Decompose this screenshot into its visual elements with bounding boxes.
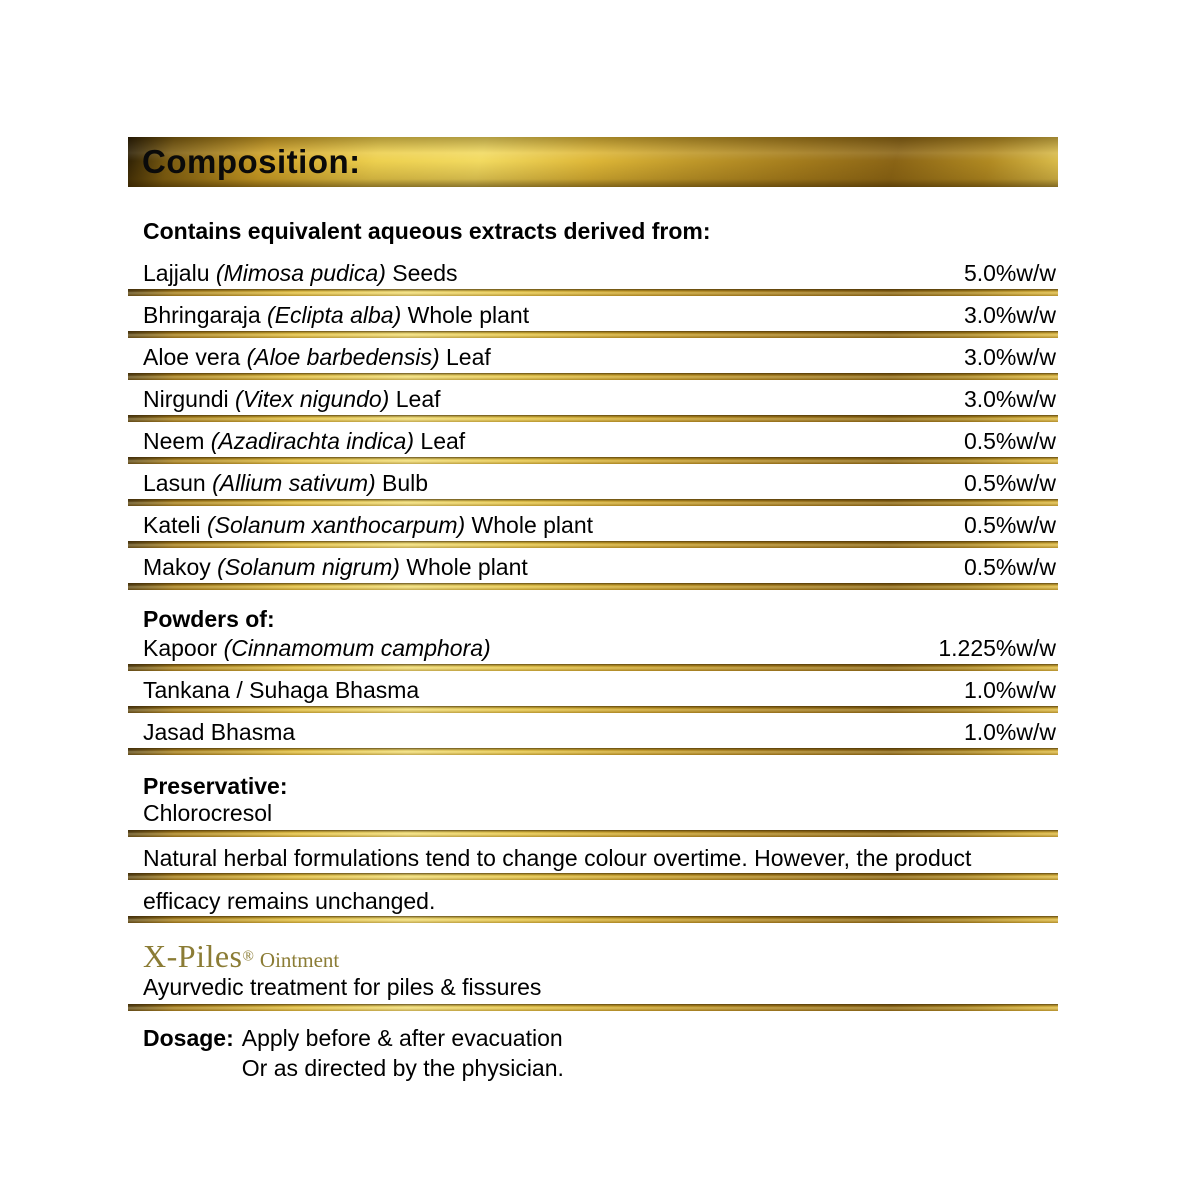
gold-divider (128, 289, 1058, 296)
ingredient-latin-name: (Solanum nigrum) (217, 554, 400, 580)
ingredient-latin-name: (Azadirachta indica) (210, 428, 415, 454)
gold-divider (128, 873, 1058, 880)
ingredient-part: Seeds (385, 260, 458, 286)
gold-divider (128, 748, 1058, 755)
preservative-name: Chlorocresol (143, 800, 273, 826)
ingredient-common-name: Makoy (143, 554, 218, 580)
ingredient-percentage: 3.0%w/w (963, 302, 1056, 328)
ingredient-latin-name: (Vitex nigundo) (235, 386, 390, 412)
colour-change-note-line1: Natural herbal formulations tend to change colour overtime. However, the product (143, 845, 972, 871)
ingredient-percentage: 0.5%w/w (963, 428, 1056, 454)
ingredient-part: Bulb (375, 470, 429, 496)
gold-divider (128, 583, 1058, 590)
composition-title: Composition: (142, 143, 361, 180)
gold-divider (128, 499, 1058, 506)
dosage-block (128, 1023, 1058, 1083)
ingredient-percentage: 0.5%w/w (963, 554, 1056, 580)
ingredient-name (143, 428, 465, 454)
extracts-table (128, 254, 1058, 590)
gold-divider (128, 457, 1058, 464)
ingredient-part: Whole plant (465, 512, 594, 538)
ingredient-part: Whole plant (401, 302, 530, 328)
ingredient-latin-name: (Aloe barbedensis) (246, 344, 440, 370)
ingredient-row (128, 464, 1058, 499)
ingredient-latin-name: (Solanum xanthocarpum) (206, 512, 466, 538)
ingredient-common-name: Lajjalu (143, 260, 216, 286)
ingredient-percentage: 0.5%w/w (963, 512, 1056, 538)
ingredient-common-name: Neem (143, 428, 211, 454)
ingredient-latin-name: (Eclipta alba) (267, 302, 402, 328)
ingredient-name (143, 554, 528, 580)
brand-logo-text: X-Piles (143, 938, 243, 974)
dosage-label: Dosage: (143, 1025, 234, 1051)
ingredient-name (143, 386, 441, 412)
ingredient-latin-name: (Cinnamomum camphora) (223, 635, 491, 661)
gold-divider (128, 415, 1058, 422)
brand-tagline: Ayurvedic treatment for piles & fissures (143, 974, 542, 1000)
ingredient-row (128, 633, 1058, 664)
ingredient-percentage: 1.0%w/w (963, 719, 1056, 745)
ingredient-common-name: Lasun (143, 470, 213, 496)
ingredient-percentage: 0.5%w/w (963, 470, 1056, 496)
ingredient-percentage: 3.0%w/w (963, 386, 1056, 412)
ingredient-name (143, 512, 593, 538)
ingredient-common-name: Aloe vera (143, 344, 247, 370)
ingredient-name (143, 635, 491, 661)
ingredient-name (143, 260, 458, 286)
gold-divider (128, 1004, 1058, 1011)
ingredient-row (128, 422, 1058, 457)
extracts-heading: Contains equivalent aqueous extracts derived from: (143, 218, 711, 244)
ingredient-row (128, 671, 1058, 706)
ingredient-name (143, 677, 419, 703)
powders-heading: Powders of: (143, 606, 275, 632)
ingredient-row (128, 548, 1058, 583)
ingredient-row (128, 254, 1058, 289)
ingredient-common-name: Tankana / Suhaga Bhasma (143, 677, 420, 703)
preservative-heading: Preservative: (143, 773, 288, 799)
ingredient-name (143, 470, 428, 496)
ingredient-part: Leaf (439, 344, 491, 370)
ingredient-part: Leaf (389, 386, 441, 412)
dosage-line1: Apply before & after evacuation (241, 1025, 563, 1051)
brand-tagline-wrap (128, 974, 1058, 1004)
gold-divider (128, 706, 1058, 713)
ingredient-percentage: 1.0%w/w (963, 677, 1056, 703)
composition-header-bar (128, 137, 1058, 187)
gold-divider (128, 830, 1058, 837)
brand-block (128, 939, 1058, 973)
ingredient-row (128, 338, 1058, 373)
ingredient-latin-name: (Mimosa pudica) (215, 260, 386, 286)
gold-divider (128, 541, 1058, 548)
ingredient-name (143, 719, 295, 745)
ingredient-name (143, 344, 491, 370)
ingredient-common-name: Jasad Bhasma (143, 719, 296, 745)
dosage-line2: Or as directed by the physician. (241, 1055, 564, 1081)
ingredient-part: Whole plant (399, 554, 528, 580)
ingredient-part: Leaf (414, 428, 466, 454)
ingredient-row (128, 380, 1058, 415)
ingredient-percentage: 1.225%w/w (938, 635, 1056, 661)
brand-variant-label: Ointment (259, 948, 340, 972)
gold-divider (128, 664, 1058, 671)
ingredient-percentage: 3.0%w/w (963, 344, 1056, 370)
ingredient-row (128, 506, 1058, 541)
label-content (128, 137, 1058, 1083)
ingredient-common-name: Kateli (143, 512, 207, 538)
dosage-instructions (242, 1023, 564, 1083)
ingredient-common-name: Nirgundi (143, 386, 236, 412)
colour-change-note-line2: efficacy remains unchanged. (143, 888, 436, 914)
registered-trademark-icon: ® (242, 948, 254, 965)
ingredient-name (143, 302, 529, 328)
gold-divider (128, 331, 1058, 338)
gold-divider (128, 916, 1058, 923)
ingredient-percentage: 5.0%w/w (963, 260, 1056, 286)
ingredient-common-name: Bhringaraja (143, 302, 268, 328)
ingredient-common-name: Kapoor (143, 635, 224, 661)
ingredient-row (128, 296, 1058, 331)
powders-table (128, 633, 1058, 755)
ingredient-row (128, 713, 1058, 748)
gold-divider (128, 373, 1058, 380)
ingredient-latin-name: (Allium sativum) (212, 470, 376, 496)
